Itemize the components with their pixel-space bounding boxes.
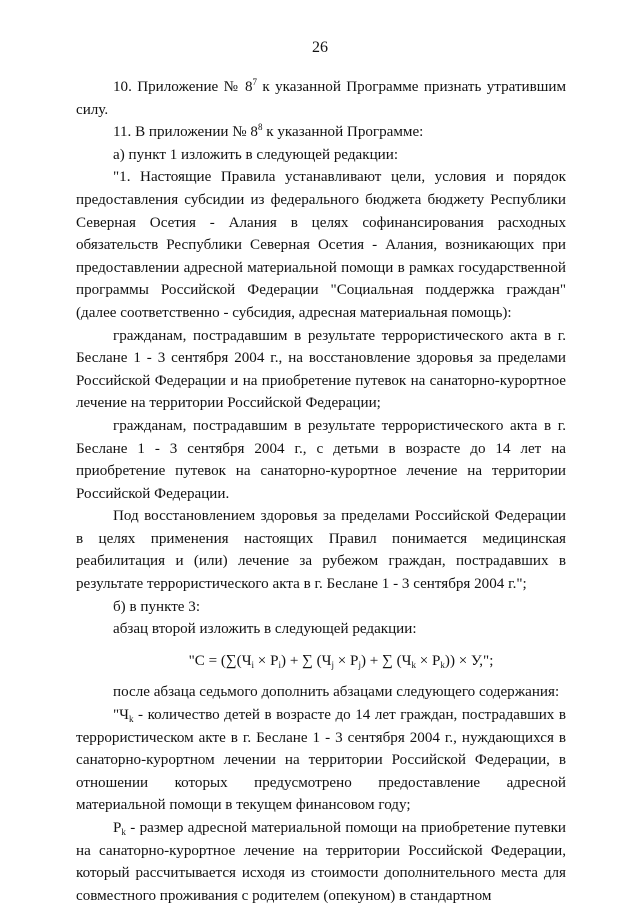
document-body [76,76,566,907]
subitem-b: б) в пункте 3: [113,598,201,615]
paragraph-citizens-children: гражданам, пострадавшим в результате террористического акта в г. Беслане 1 - 3 сентября 2004 г., с детьми в возрасте до 14 лет на приобретение путевок на санаторно-курортное лечение на территории Российской Федерации. [76,417,566,502]
formula: "$С = (\sum(Ч_i \times Р_i)$ + ∑ $(Ч_j \times Р_j)$ + ∑ $(Ч_k \times Р_k)) \times У$,"; [188,652,494,670]
paragraph-rk-definition: $Р_k$ - размер адресной материальной помощи на приобретение путевки на санаторно-курортное лечение на территории Российской Федерации, который рассчитывается исходя из стоимости дополнительного места для совместного проживания с родителем (опекуном) в стандартном [76,820,566,904]
paragraph-definition: Под восстановлением здоровья за пределами Российской Федерации в целях применения настоящих Правил понимается медицинская реабилитация и (или) лечение за рубежом граждан, пострадавших в результате террористического акта в г. Беслане 1 - 3 сентября 2004 г."; [76,508,566,593]
paragraph-item-11: 11. В приложении № $8^8$ к указанной Программе: [113,122,424,141]
paragraph-chk-definition: "$Ч_k$ - количество детей в возрасте до 14 лет граждан, пострадавших в террористическом акте в г. Беслане 1 - 3 сентября 2004 г., нуждающихся в санаторно-курортном лечении на территории Российской Федерации, в отношении которых предусмотрено предоставление адресной материальной помощи в текущем финансовом году; [76,707,566,814]
page-number: 26 [312,39,328,56]
paragraph-rule-1: "1. Настоящие Правила устанавливают цели, условия и порядок предоставления субсидии из федерального бюджета бюджету Республики Северная Осетия - Алания в целях софинансирования расходных обязательств Республики Северная Осетия - Алания, возникающих при предоставлении адресной материальной помощи в рамках государственной программы Российской Федерации "Социальная поддержка граждан" (далее соответственно - субсидия, адресная материальная помощь): [76,169,566,321]
paragraph-item-10: 10. Приложение № $8^7$ к указанной Программе признать утратившим силу. [76,77,566,118]
paragraph-abzac-2: абзац второй изложить в следующей редакции: [113,621,417,638]
subitem-a: а) пункт 1 изложить в следующей редакции: [113,146,399,163]
paragraph-citizens-health: гражданам, пострадавшим в результате террористического акта в г. Беслане 1 - 3 сентября 2004 г., на восстановление здоровья за пределами Российской Федерации и на приобретение путевок на санаторно-курортное лечение на территории Российской Федерации; [76,327,566,412]
paragraph-after-7: после абзаца седьмого дополнить абзацами следующего содержания: [113,684,560,701]
